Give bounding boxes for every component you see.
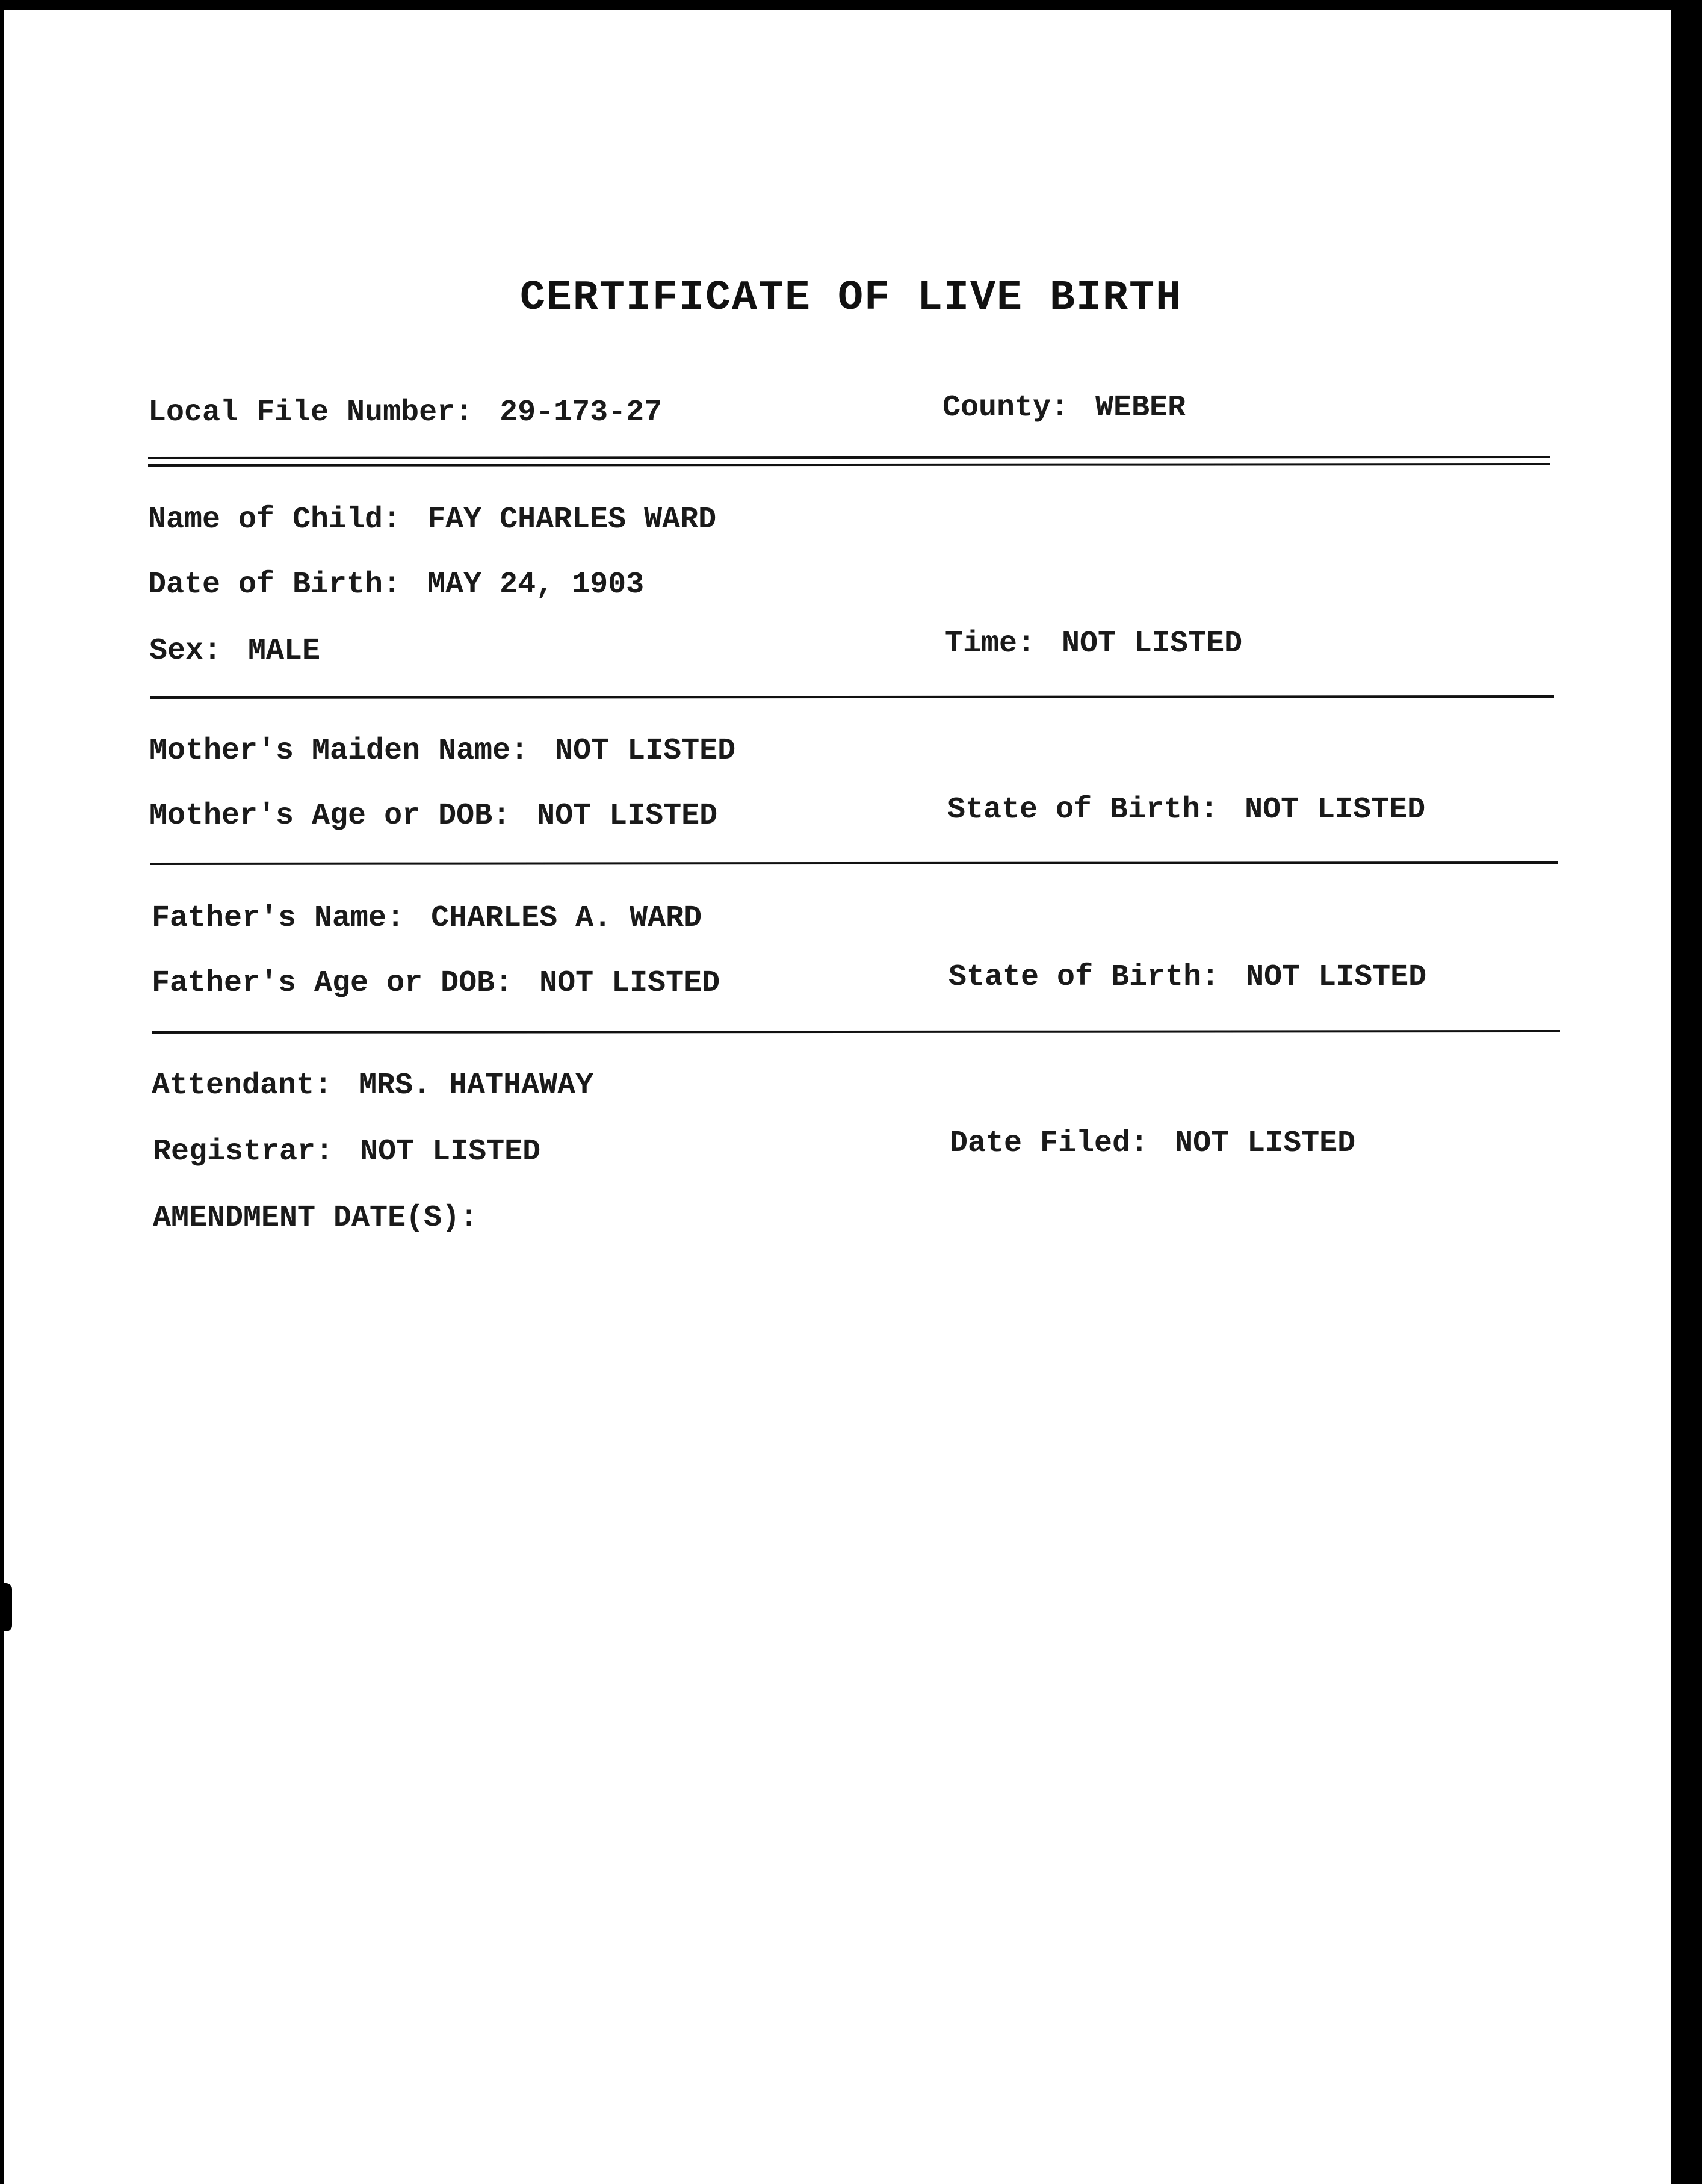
time-label: Time: (945, 627, 1036, 661)
sex-label: Sex: (149, 634, 222, 668)
mother-state-of-birth-label: State of Birth: (947, 793, 1219, 827)
attendant-value: MRS. HATHAWAY (359, 1069, 594, 1103)
registrar-value: NOT LISTED (360, 1135, 541, 1169)
attendant-label: Attendant: (152, 1069, 333, 1103)
date-filed-label: Date Filed: (950, 1126, 1149, 1161)
date-of-birth-value: MAY 24, 1903 (427, 568, 645, 602)
mother-age-field (149, 798, 717, 834)
mother-state-of-birth-field (947, 792, 1425, 828)
attendant-field (152, 1068, 593, 1104)
county-label: County: (942, 391, 1069, 425)
child-name-field (148, 502, 716, 538)
father-name-value: CHARLES A. WARD (431, 901, 702, 935)
father-age-field (152, 966, 720, 1002)
father-state-of-birth-value: NOT LISTED (1246, 960, 1427, 994)
child-name-label: Name of Child: (148, 503, 401, 537)
amendment-dates-label: AMENDMENT DATE(S): (153, 1201, 478, 1235)
date-filed-value: NOT LISTED (1175, 1126, 1356, 1161)
father-name-field (152, 901, 702, 937)
registrar-label: Registrar: (153, 1135, 334, 1169)
father-age-label: Father's Age or DOB: (152, 966, 513, 1000)
local-file-number-label: Local File Number: (148, 396, 474, 430)
date-of-birth-label: Date of Birth: (148, 568, 401, 602)
date-filed-field (950, 1126, 1355, 1162)
county-value: WEBER (1095, 391, 1186, 425)
father-state-of-birth-label: State of Birth: (948, 960, 1220, 994)
amendment-dates-field (153, 1200, 504, 1236)
time-field (945, 626, 1242, 662)
child-name-value: FAY CHARLES WARD (427, 503, 717, 537)
registrar-field (153, 1134, 540, 1170)
father-state-of-birth-field (948, 960, 1426, 996)
mother-maiden-name-label: Mother's Maiden Name: (149, 734, 529, 768)
scan-border-right (1671, 0, 1702, 2184)
mother-state-of-birth-value: NOT LISTED (1245, 793, 1426, 827)
sex-value: MALE (248, 634, 321, 668)
mother-maiden-name-value: NOT LISTED (555, 734, 736, 768)
mother-maiden-name-field (149, 733, 735, 769)
county-field (942, 390, 1186, 426)
father-age-value: NOT LISTED (539, 966, 720, 1000)
mother-age-value: NOT LISTED (537, 799, 718, 833)
mother-age-label: Mother's Age or DOB: (149, 799, 511, 833)
sex-field (149, 633, 320, 669)
certificate-title: CERTIFICATE OF LIVE BIRTH (519, 275, 1183, 322)
local-file-number-field (148, 395, 662, 431)
father-name-label: Father's Name: (152, 901, 405, 935)
local-file-number-value: 29-173-27 (500, 396, 663, 430)
scan-artifact (0, 1583, 12, 1631)
date-of-birth-field (148, 567, 644, 603)
time-value: NOT LISTED (1062, 627, 1243, 661)
